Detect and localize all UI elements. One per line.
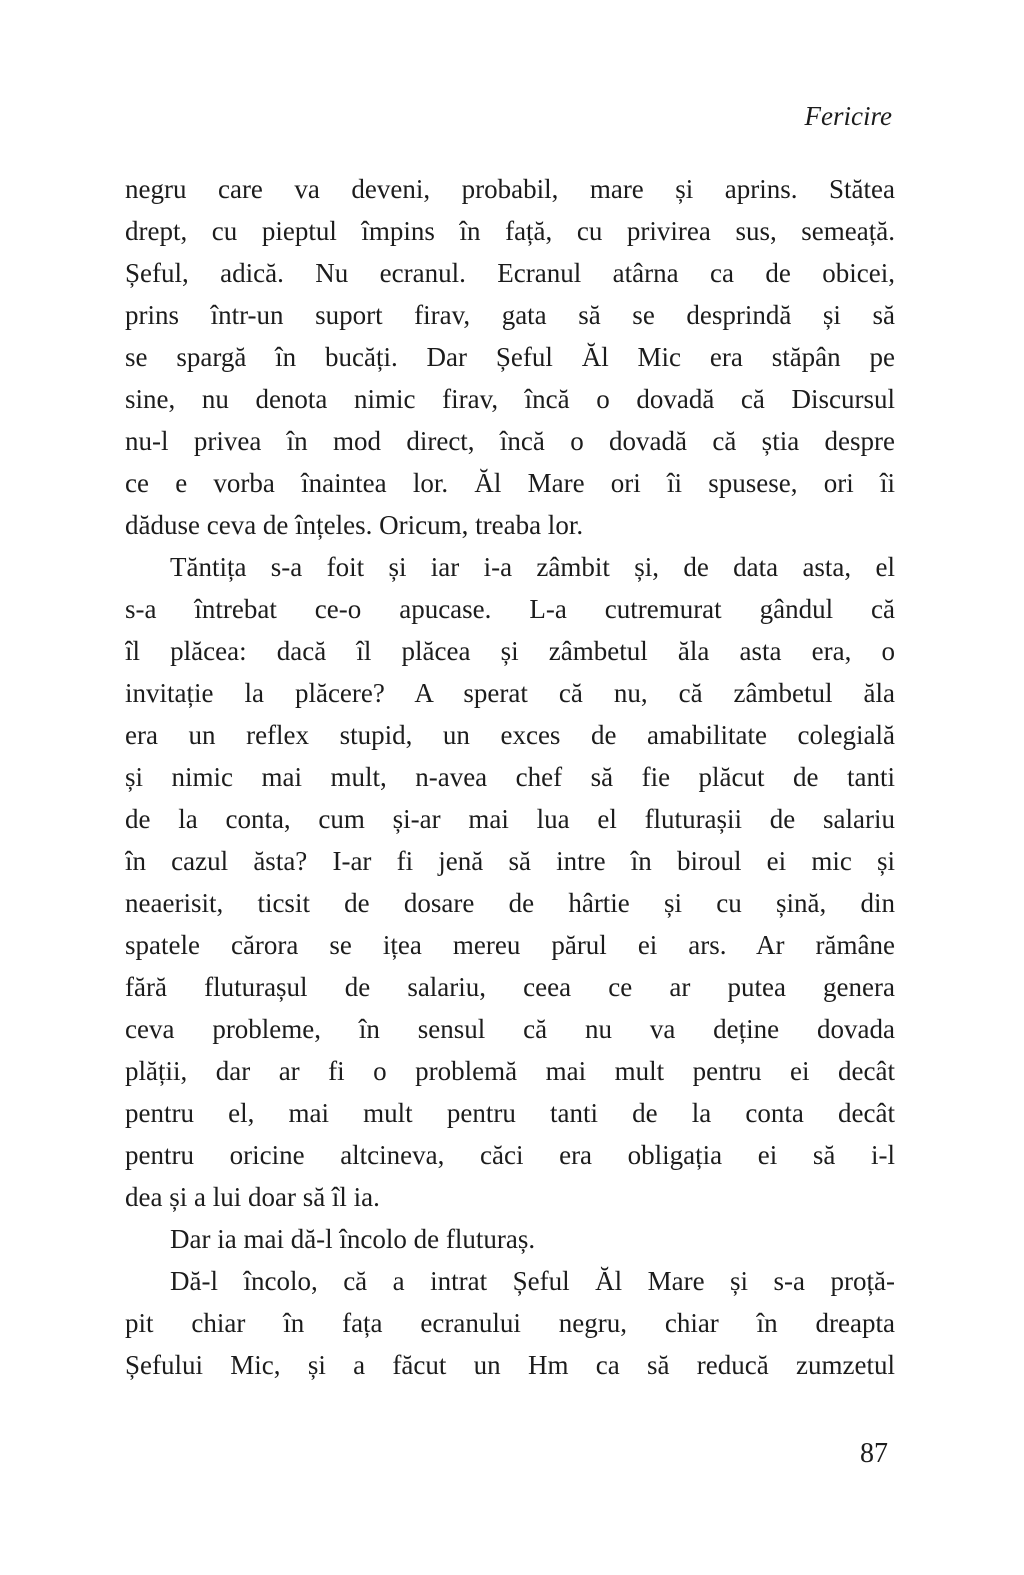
- text-line: dăduse ceva de înțeles. Oricum, treaba lor.: [125, 510, 584, 540]
- text-line: ceva probleme, în sensul că nu va deține dovada: [125, 1014, 895, 1044]
- text-line: plății, dar ar fi o problemă mai mult pentru ei decât: [125, 1056, 895, 1086]
- text-line: era un reflex stupid, un exces de amabilitate colegială: [125, 720, 895, 750]
- text-line: spatele cărora se ițea mereu părul ei ars. Ar rămâne: [125, 930, 895, 960]
- running-head: Fericire: [804, 101, 892, 131]
- text-line: s-a întrebat ce-o apucase. L-a cutremurat gândul că: [125, 594, 895, 624]
- text-line: ce e vorba înaintea lor. Ăl Mare ori îi spusese, ori îi: [125, 468, 895, 498]
- text-line: sine, nu denota nimic firav, încă o dovadă că Discursul: [125, 384, 895, 414]
- text-line: dea și a lui doar să îl ia.: [125, 1182, 380, 1212]
- text-line: Dar ia mai dă-l încolo de fluturaș.: [170, 1224, 536, 1254]
- text-line: drept, cu pieptul împins în față, cu privirea sus, semeață.: [125, 216, 895, 246]
- text-line: Tăntița s-a foit și iar i-a zâmbit și, de data asta, el: [170, 552, 895, 582]
- text-line: Șeful, adică. Nu ecranul. Ecranul atârna ca de obicei,: [125, 258, 895, 288]
- text-line: pit chiar în fața ecranului negru, chiar în dreapta: [125, 1308, 895, 1338]
- body-text: [125, 168, 895, 1386]
- text-line: Șefului Mic, și a făcut un Hm ca să reducă zumzetul: [125, 1350, 895, 1380]
- text-line: pentru oricine altcineva, căci era obligația ei să i-l: [125, 1140, 895, 1170]
- text-line: se spargă în bucăți. Dar Șeful Ăl Mic era stăpân pe: [125, 342, 895, 372]
- text-line: și nimic mai mult, n-avea chef să fie plăcut de tanti: [125, 762, 895, 792]
- text-line: invitație la plăcere? A sperat că nu, că zâmbetul ăla: [125, 678, 895, 708]
- text-line: pentru el, mai mult pentru tanti de la conta decât: [125, 1098, 895, 1128]
- text-line: de la conta, cum și-ar mai lua el fluturașii de salariu: [125, 804, 895, 834]
- page-number: 87: [860, 1438, 888, 1469]
- text-line: prins într-un suport firav, gata să se desprindă și să: [125, 300, 895, 330]
- text-line: îl plăcea: dacă îl plăcea și zâmbetul ăla asta era, o: [125, 636, 895, 666]
- text-line: în cazul ăsta? I-ar fi jenă să intre în biroul ei mic și: [125, 846, 895, 876]
- text-line: nu-l privea în mod direct, încă o dovadă că știa despre: [125, 426, 895, 456]
- text-line: Dă-l încolo, că a intrat Șeful Ăl Mare și s-a proță-: [170, 1266, 895, 1296]
- text-line: neaerisit, ticsit de dosare de hârtie și cu șină, din: [125, 888, 895, 918]
- text-line: fără fluturașul de salariu, ceea ce ar putea genera: [125, 972, 895, 1002]
- text-line: negru care va deveni, probabil, mare și aprins. Stătea: [125, 174, 895, 204]
